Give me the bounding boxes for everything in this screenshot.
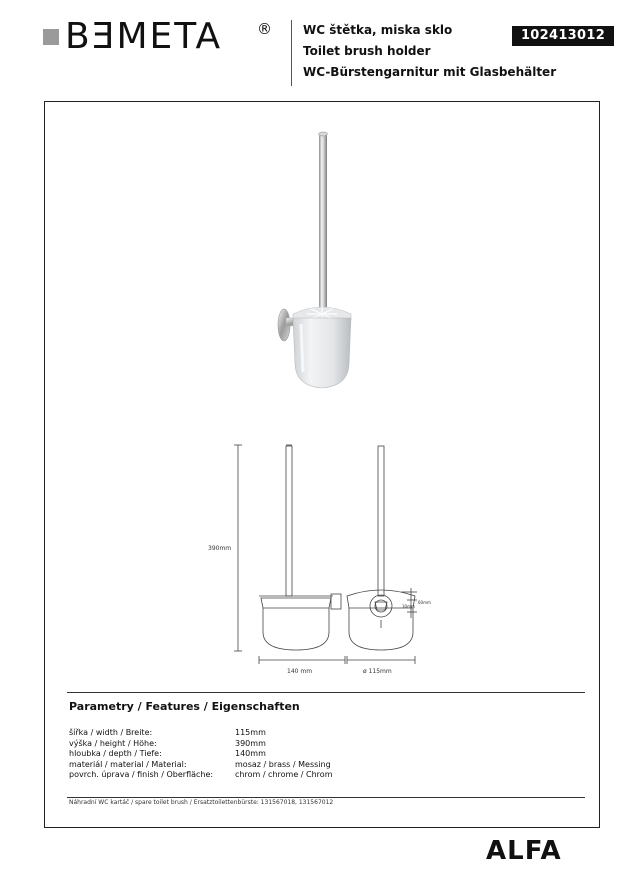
mount-height-label: 60mm [418,600,431,605]
feature-value: 140mm [235,749,266,758]
rod-cap [319,132,328,136]
spare-brush-footnote: Náhradní WC kartáč / spare toilet brush / Ersatztoilettenbürste: 131567018, 131567012 [69,799,334,806]
brand-logo [43,18,275,62]
product-sheet-frame [44,101,600,828]
diameter-dimension-label: ø 115mm [363,668,392,675]
registered-mark: ® [257,20,272,38]
brand-name: BƎMETA [65,16,223,57]
feature-label: výška / height / Höhe: [69,738,157,748]
title-czech: WC štětka, miska sklo [303,23,453,37]
product-illustration [45,102,601,692]
features-heading: Parametry / Features / Eigenschaften [69,700,300,713]
feature-value: 390mm [235,738,266,748]
feature-value: chrom / chrome / Chrom [235,770,333,779]
technical-drawing-side-view [234,445,345,664]
logo-square-mark [43,29,59,45]
width-dimension-label: 140 mm [287,668,313,675]
features-divider [67,692,585,693]
feature-label: povrch. úprava / finish / Oberfläche: [69,770,214,779]
product-series-name: ALFA [486,836,562,866]
brush-handle-rod [319,133,327,323]
product-code-badge: 102413012 [512,26,614,46]
feature-value: 115mm [235,728,266,737]
title-english: Toilet brush holder [303,44,431,58]
feature-label: šířka / width / Breite: [69,728,153,737]
mount-depth-label: 30mm [402,604,415,609]
feature-label: materiál / material / Material: [69,759,187,769]
feature-label: hloubka / depth / Tiefe: [69,749,162,758]
technical-drawing-front-view [347,446,417,664]
product-photo [278,132,351,388]
feature-value: mosaz / brass / Messing [235,759,331,769]
footnote-divider [67,797,585,798]
title-german: WC-Bürstengarnitur mit Glasbehälter [303,65,557,79]
height-dimension-label: 390mm [208,545,232,552]
